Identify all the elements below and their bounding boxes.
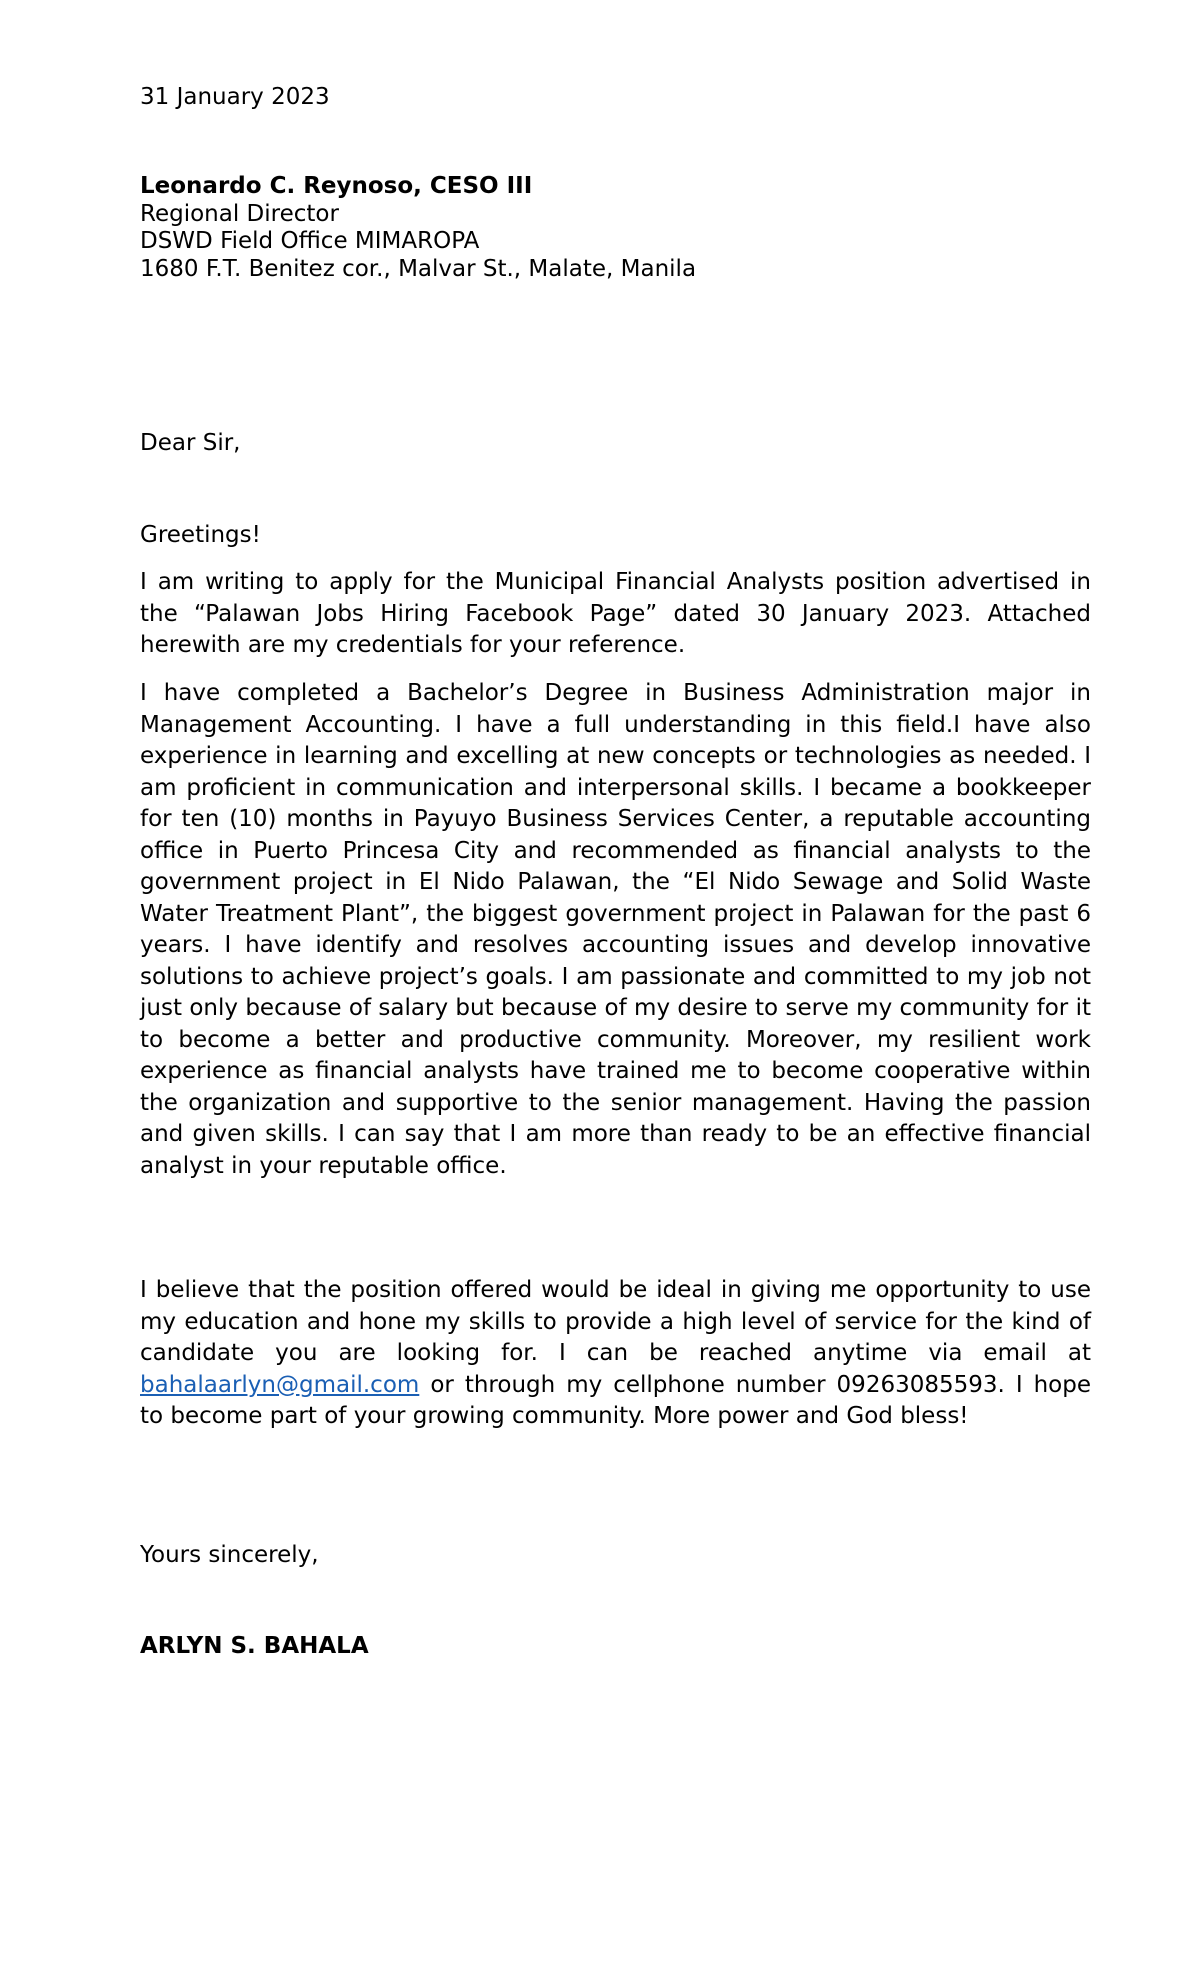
signature-name: ARLYN S. BAHALA — [140, 1633, 369, 1659]
recipient-address: 1680 F.T. Benitez cor., Malvar St., Malate, Manila — [140, 255, 697, 282]
closing: Yours sincerely, — [140, 1542, 319, 1568]
greeting: Greetings! — [140, 522, 261, 548]
salutation: Dear Sir, — [140, 430, 241, 456]
paragraph-3-before-email: I believe that the position offered would be ideal in giving me opportunity to use my education and hone my skills to provide a high level of service for the kind of candidate you are looking for. I can be reached anytime via email at — [140, 1277, 1091, 1366]
recipient-name: Leonardo C. Reynoso, CESO III — [140, 173, 533, 199]
body-paragraph-1: I am writing to apply for the Municipal Financial Analysts position advertised in the “Palawan Jobs Hiring Facebook Page” dated 30 January 2023. Attached herewith are my credentials for your reference. — [140, 569, 1091, 658]
recipient-block — [140, 173, 696, 283]
body-paragraph-3 — [140, 1275, 1091, 1433]
body-paragraph-2: I have completed a Bachelor’s Degree in Business Administration major in Management Accounting. I have a full understanding in this field.I have also experience in learning and excelling at new concepts or technologies as needed. I am proficient in communication and interpersonal skills. I became a bookkeeper for ten (10) months in Payuyo Business Services Center, a reputable accounting office in Puerto Princesa City and recommended as financial analysts to the government project in El Nido Palawan, the “El Nido Sewage and Solid Waste Water Treatment Plant”, the biggest government project in Palawan for the past 6 years. I have identify and resolves accounting issues and develop innovative solutions to achieve project’s goals. I am passionate and committed to my job not just only because of salary but because of my desire to serve my community for it to become a better and productive community. Moreover, my resilient work experience as financial analysts have trained me to become cooperative within the organization and supportive to the senior management. Having the passion and given skills. I can say that I am more than ready to be an effective financial analyst in your reputable office. — [140, 680, 1091, 1179]
paragraph-3-after-email: or through my cellphone number 09263085593. I hope to become part of your growing community. More power and God bless! — [140, 1371, 1092, 1429]
letter-date: 31 January 2023 — [140, 84, 330, 110]
email-link[interactable]: bahalaarlyn@gmail.com — [140, 1371, 420, 1398]
recipient-title: Regional Director — [140, 200, 339, 227]
recipient-office: DSWD Field Office MIMAROPA — [140, 228, 480, 254]
